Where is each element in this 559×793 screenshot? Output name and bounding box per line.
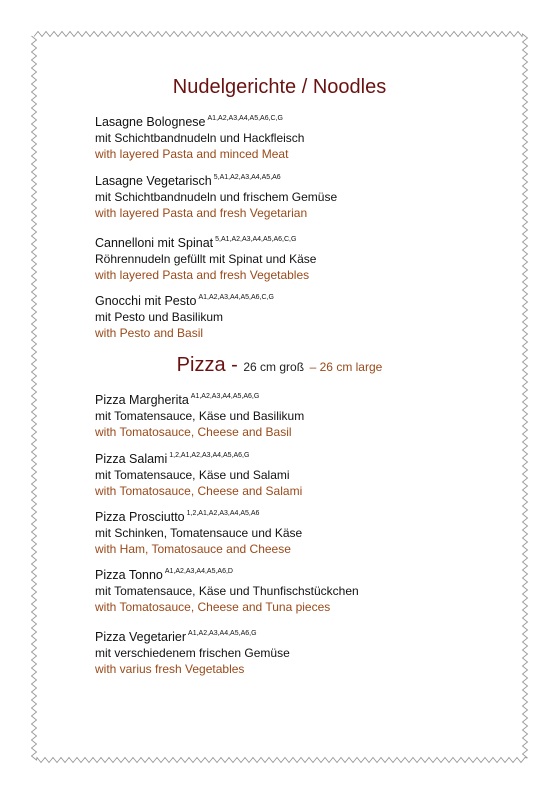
item-description-de: mit Tomatensauce, Käse und Salami <box>95 468 290 482</box>
item-allergens: A1,A2,A3,A4,A5,A6,C,G <box>198 294 274 301</box>
item-description-en: with Tomatosauce, Cheese and Basil <box>95 425 292 439</box>
item-allergens: 5,A1,A2,A3,A4,A5,A6,C,G <box>215 236 297 243</box>
menu-item-pizza-margherita <box>95 389 535 440</box>
menu-item-pizza-salami <box>95 448 535 499</box>
item-description-en: with layered Pasta and minced Meat <box>95 147 289 161</box>
item-name: Pizza Vegetarier <box>95 630 187 644</box>
item-description-de: mit Tomatensauce, Käse und Basilikum <box>95 409 305 423</box>
item-allergens: A1,A2,A3,A4,A5,A6,C,G <box>207 115 284 122</box>
item-description-de: mit Schichtbandnudeln und Hackfleisch <box>95 131 305 145</box>
pizza-section-title <box>0 354 559 377</box>
item-name: Lasagne Bolognese <box>95 115 206 129</box>
item-description-en: with varius fresh Vegetables <box>95 662 245 676</box>
item-description-en: with Tomatosauce, Cheese and Tuna pieces <box>95 600 331 614</box>
item-description-en: with Pesto and Basil <box>95 326 204 340</box>
menu-item-gnocchi <box>95 290 535 341</box>
item-description-en: with Ham, Tomatosauce and Cheese <box>95 542 291 556</box>
menu-item-cannelloni <box>95 232 535 283</box>
noodles-section-title: Nudelgerichte / Noodles <box>172 76 387 98</box>
item-allergens: 1,2,A1,A2,A3,A4,A5,A6 <box>186 510 260 517</box>
menu-item-lasagne-bolognese <box>95 111 535 162</box>
item-description-de: mit Tomatensauce, Käse und Thunfischstückchen <box>95 584 359 598</box>
pizza-size-en: – 26 cm large <box>309 360 383 374</box>
item-description-de: mit Pesto und Basilikum <box>95 310 224 324</box>
item-description-en: with layered Pasta and fresh Vegetables <box>95 268 310 282</box>
item-allergens: A1,A2,A3,A4,A5,A6,G <box>190 393 260 400</box>
item-allergens: 5,A1,A2,A3,A4,A5,A6 <box>213 174 281 181</box>
item-name: Pizza Margherita <box>95 393 189 407</box>
menu-item-pizza-tonno <box>95 564 535 615</box>
item-description-de: Röhrennudeln gefüllt mit Spinat und Käse <box>95 252 317 266</box>
pizza-title-dash: - <box>231 354 238 376</box>
item-name: Pizza Salami <box>95 452 168 466</box>
item-description-de: mit verschiedenem frischen Gemüse <box>95 646 290 660</box>
item-allergens: 1,2,A1,A2,A3,A4,A5,A6,G <box>169 452 250 459</box>
pizza-size-de: 26 cm groß <box>243 360 305 374</box>
menu-item-pizza-vegetarier <box>95 626 535 677</box>
menu-item-lasagne-vegetarisch <box>95 170 535 221</box>
item-name: Gnocchi mit Pesto <box>95 294 197 308</box>
item-name: Cannelloni mit Spinat <box>95 236 214 250</box>
pizza-title: Pizza <box>176 354 226 376</box>
item-description-de: mit Schichtbandnudeln und frischem Gemüse <box>95 190 338 204</box>
item-name: Lasagne Vegetarisch <box>95 174 212 188</box>
item-description-de: mit Schinken, Tomatensauce und Käse <box>95 526 303 540</box>
menu-item-pizza-prosciutto <box>95 506 535 557</box>
item-name: Pizza Tonno <box>95 568 163 582</box>
item-description-en: with Tomatosauce, Cheese and Salami <box>95 484 303 498</box>
item-allergens: A1,A2,A3,A4,A5,A6,G <box>188 630 257 637</box>
item-name: Pizza Prosciutto <box>95 510 185 524</box>
item-allergens: A1,A2,A3,A4,A5,A6,D <box>164 568 233 575</box>
item-description-en: with layered Pasta and fresh Vegetarian <box>95 206 308 220</box>
